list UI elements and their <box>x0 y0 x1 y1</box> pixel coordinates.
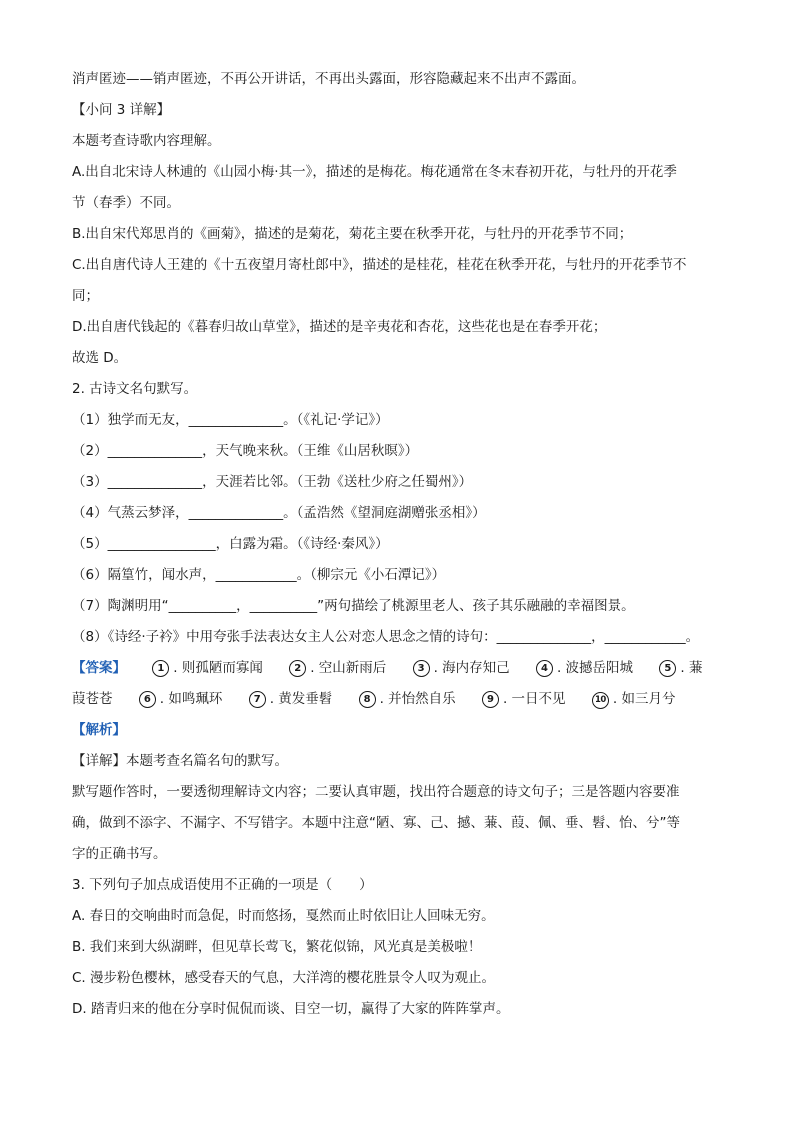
answer-text: . 波撼岳阳城 <box>556 660 634 676</box>
answer-label: 【答案】 <box>72 660 126 676</box>
answer-block <box>72 653 732 715</box>
text-line: B.出自宋代郑思肖的《画菊》，描述的是菊花，菊花主要在秋季开花，与牡丹的开花季节不同； <box>72 226 633 242</box>
answer-text: . 并怡然自乐 <box>379 691 456 707</box>
answer-item <box>592 684 676 715</box>
fill-blank-item: （3）______________，天涯若比邻。（王勃《送杜少府之任蜀州》） <box>72 474 473 490</box>
text-line: 消声匿迹——销声匿迹，不再公开讲话，不再出头露面，形容隐藏起来不出声不露面。 <box>72 71 585 87</box>
option-b: B. 我们来到大纵湖畔，但见草长莺飞，繁花似锦，风光真是美极啦！ <box>72 939 482 955</box>
circled-number: 3 <box>413 660 430 677</box>
fill-blank-item: （5）________________，白露为霜。（《诗经·秦风》） <box>72 536 389 552</box>
text-line: 节（春季）不同。 <box>72 195 180 211</box>
answer-item <box>359 684 456 715</box>
circled-number: 1 <box>152 660 169 677</box>
circled-number: 8 <box>359 691 376 708</box>
text-line: A.出自北宋诗人林逋的《山园小梅·其一》，描述的是梅花。梅花通常在冬末春初开花，与牡丹的开花季 <box>72 164 677 180</box>
answer-item <box>659 653 702 684</box>
answer-row <box>72 684 732 715</box>
option-a: A. 春日的交响曲时而急促，时而悠扬，戛然而止时依旧让人回味无穷。 <box>72 908 495 924</box>
answer-text: . 空山新雨后 <box>310 660 387 676</box>
circled-number: 5 <box>659 660 676 677</box>
answer-item <box>139 684 223 715</box>
fill-blank-item: （4）气蒸云梦泽，______________。（孟浩然《望洞庭湖赠张丞相》） <box>72 505 486 521</box>
fill-blank-item: （8）《诗经·子衿》中用夸张手法表达女主人公对恋人思念之情的诗句：______________，____________。 <box>72 629 700 645</box>
text-line: 【详解】本题考查名篇名句的默写。 <box>72 753 288 769</box>
text-line: 故选 D。 <box>72 350 128 366</box>
fill-blank-item: （1）独学而无友，______________。（《礼记·学记》） <box>72 412 389 428</box>
text-line: 默写题作答时，一要透彻理解诗文内容；二要认真审题，找出符合题意的诗文句子；三是答题内容要准 <box>72 784 680 800</box>
answer-item <box>536 653 633 684</box>
text-line: 字的正确书写。 <box>72 846 167 862</box>
fill-blank-item: （6）隔篁竹，闻水声，____________。（柳宗元《小石潭记》） <box>72 567 446 583</box>
question-title: 2. 古诗文名句默写。 <box>72 381 198 397</box>
option-c: C. 漫步粉色樱林，感受春天的气息，大洋湾的樱花胜景令人叹为观止。 <box>72 970 496 986</box>
answer-item <box>289 653 386 684</box>
text-line: D.出自唐代钱起的《暮春归故山草堂》，描述的是辛夷花和杏花，这些花也是在春季开花； <box>72 319 607 335</box>
fill-blank-item: （2）______________，天气晚来秋。（王维《山居秋暝》） <box>72 443 419 459</box>
option-d: D. 踏青归来的他在分享时侃侃而谈、目空一切，赢得了大家的阵阵掌声。 <box>72 1001 510 1017</box>
text-line: 本题考查诗歌内容理解。 <box>72 133 221 149</box>
circled-number: 6 <box>139 691 156 708</box>
answer-item <box>152 653 263 684</box>
circled-number: 7 <box>249 691 266 708</box>
subquestion-heading: 【小问 3 详解】 <box>72 102 171 118</box>
answer-item <box>413 653 510 684</box>
answer-item <box>249 684 333 715</box>
answer-text: . 如三月兮 <box>612 691 676 707</box>
answer-text: . 如鸣珮环 <box>159 691 223 707</box>
answer-text: . 蒹 <box>680 660 703 676</box>
answer-text: . 黄发垂髫 <box>269 691 333 707</box>
answer-item <box>482 684 566 715</box>
circled-number: 10 <box>592 692 609 709</box>
answer-text: . 则孤陋而寡闻 <box>173 660 263 676</box>
circled-number: 9 <box>482 691 499 708</box>
text-line: 确，做到不添字、不漏字、不写错字。本题中注意“陋、寡、己、撼、蒹、葭、佩、垂、髫、怡、兮”等 <box>72 815 680 831</box>
answer-text-continuation: 葭苍苍 <box>72 691 113 707</box>
circled-number: 2 <box>289 660 306 677</box>
circled-number: 4 <box>536 660 553 677</box>
text-line: 同； <box>72 288 99 304</box>
answer-row <box>72 653 732 684</box>
answer-text: . 一日不见 <box>502 691 566 707</box>
text-line: C.出自唐代诗人王建的《十五夜望月寄杜郎中》，描述的是桂花，桂花在秋季开花，与牡丹的开花季节不 <box>72 257 687 273</box>
analysis-label: 【解析】 <box>72 722 126 738</box>
document-page <box>72 64 732 1025</box>
answer-text: . 海内存知己 <box>433 660 510 676</box>
question-title: 3. 下列句子加点成语使用不正确的一项是（ ） <box>72 877 373 893</box>
fill-blank-item: （7）陶渊明用“__________，__________”两句描绘了桃源里老人、孩子其乐融融的幸福图景。 <box>72 598 635 614</box>
